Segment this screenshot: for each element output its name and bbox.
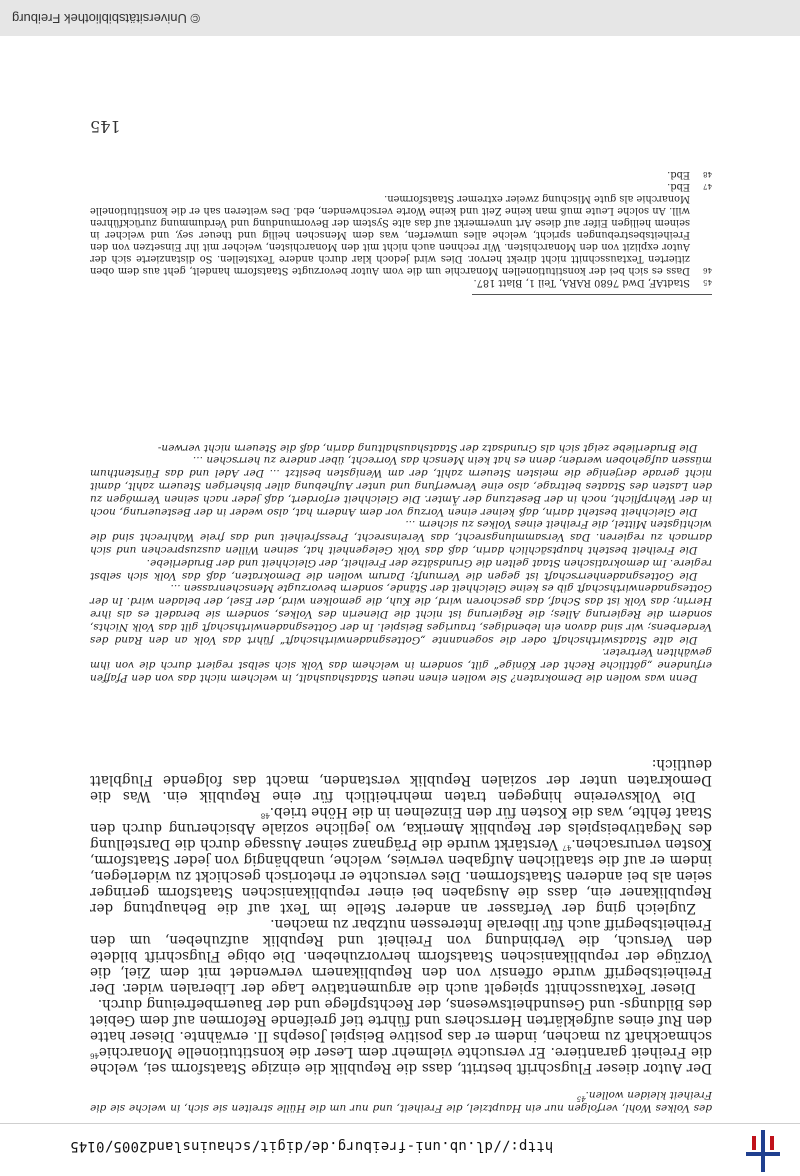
paragraph: Die Volksvereine hingegen traten mehrheitlich für eine Republik ein. Was die Demokraten unter der sozialen Republik verstanden, macht das folgende Flugblatt deutlich: bbox=[90, 756, 712, 804]
copyright-notice: © Universitätsbibliothek Freiburg bbox=[12, 11, 201, 26]
paragraph: Zugleich ging der Verfasser an anderer Stelle im Text auf die Behauptung der Republikaner ein, dass die Ausgaben bei einer republikanischen Staatsform geringer seien als bei anderen Staatsformen. Dies versuchte er rhetorisch geschickt zu widerlegen, indem er auf die staatlichen Aufgaben verwies, welche, unabhängig von jeder Staatsform, Kosten verursachen.$^{47}$ Verstärkt wurde die Prägnanz seiner Aussage durch die Darstellung des Negativbeispiels der Republik Amerika, wo jegliche soziale Absicherung durch den Staat fehlte, was die Kosten für den Einzelnen in die Höhe trieb.$^{48}$ bbox=[90, 804, 712, 916]
block-quote bbox=[90, 441, 712, 684]
source-url[interactable]: http://dl.ub.uni-freiburg.de/digit/schauinsland2005/0145 bbox=[70, 1138, 554, 1154]
continued-quote-text: des Volkes Wohl, verfolgen nur ein Hauptziel, die Freiheit, und nur um die Hülle streiten sie sich, in welche sie die Freiheit kleiden wollen. bbox=[90, 1089, 712, 1114]
paragraph: Der Autor dieser Flugschrift bestritt, dass die Republik die einzige Staatsform sei, welche die Freiheit garantiere. Er versuchte vielmehr dem Leser die konstitutionelle Monarchie$^{46}$ schmackhaft zu machen, indem er das positive Beispiel Josephs II. erwähnte. Dieser hatte den Ruf eines aufgeklärten Herrschers und führte tief greifende Reformen auf dem Gebiet des Bildungs- und Gesundheitswesens, der Rechtspflege und der Bauernbefreiung durch. bbox=[90, 996, 712, 1076]
footnote-ref: 47 bbox=[562, 843, 572, 852]
footnote-divider bbox=[472, 294, 712, 295]
footnote-ref: 48 bbox=[260, 811, 270, 820]
footnote: 46 Dass es sich bei der konstitutionellen Monarchie um die vom Autor bevorzugte Staatsform handelt, geht aus dem oben zitierten Textausschnitt nicht direkt hervor. Dies wird jedoch klar durch andere Textstellen. So distanzierte sich der Autor explizit von den Monarchisten. Wir rechnen auch nicht mit den Monarchisten, welcher mit ihr Einsetzen von den Freiheitsbestrebungen spricht, welche alles umwerfen, was dem Menschen heilig und theuer sey, und welcher in seinem heiligen Eifer auf diese Art unvermerkt auf das alte System der Bevormundung und Verdummung zurückführen will. An solche Leute muß man keine Zeit und keine Worte verschwenden, ebd. Des weiteren sah er die konstitutionelle Monarchie als gute Mischung zweier extremer Staatsformen. bbox=[90, 193, 712, 276]
paragraph: Dieser Textausschnitt spiegelt auch die argumentative Lage der Liberalen wider. Der Freiheitsbegriff wurde offensiv von den Republikanern verwendet mit dem Ziel, die Vorzüge der republikanischen Staatsform hervorzuheben. Die obige Flugschrift bildete den Versuch, die Verbindung von Freiheit und Republik aufzuheben, um den Freiheitsbegriff auch für liberale Interessen nutzbar zu machen. bbox=[90, 916, 712, 996]
footnote: 48 Ebd. bbox=[667, 169, 712, 180]
footnote-ref: 45 bbox=[576, 1094, 586, 1103]
footnote: 47 Ebd. bbox=[667, 181, 712, 192]
quote-paragraph: Die alte Staatswirthschaft oder die sogenannte „Gottesgnadenwirthschaft“ führt das Volk an den Rand des Verderbens; wir sind davon ein lebendiges, trauriges Beispiel. In der Gottesgnadenwirthschaft gilt das Volk Nichts, sondern die Regierung Alles; die Regierung ist nicht die Dienerin des Volkes, sondern sie beradelt es als ihre Herrin; das Volk ist das Schaf, das geschoren wird, die Kuh, die gemolken wird, der Esel, der beladen wird. In der Gottesgnadenwirthschaft gib es keine Gleichheit der Stände, sondern bevorzugte Menschenrassen ... bbox=[90, 582, 712, 646]
quote-paragraph: Die Gleichheit besteht darin, daß keiner einen Vorzug vor dem Andern hat, also weder in der Besteuerung, noch in der Wehrpflicht, noch in der Besetzung der Ämter. Die Gleichheit erfordert, daß jeder nach seinen Vermögen zu den Lasten des Staates beitrage, also eine Verwerfung und unter Aufhebung aller bisherigen Steuern zahlt, damit nicht gerade derjenige die meisten Steuern zahlt, der am Wenigsten besitzt ... Der Adel und das Fürstenthum müssen aufgehoben werden; denn es hat kein Mensch das Vorrecht, über andere zu herrschen ... bbox=[90, 454, 712, 518]
footer-bar bbox=[0, 0, 800, 36]
continued-quote bbox=[90, 1088, 712, 1114]
header-bar bbox=[0, 1123, 800, 1176]
footnote: 45 StadtAF, Dwd 7680 RARA, Teil 1, Blatt 187. bbox=[473, 277, 712, 288]
footnotes bbox=[90, 168, 712, 288]
main-text bbox=[90, 756, 712, 1076]
footnote-ref: 46 bbox=[90, 1051, 99, 1060]
quote-paragraph: Die Freiheit besteht hauptsächlich darin, daß das Volk Gelegenheit hat, seinen Willen auszusprechen und sich darnach zu regieren. Das Versammlungsrecht, das Vereinsrecht, Pressfreiheit und das freie Wahlrecht sind die wichtigsten Mittel, die Freiheit eines Volkes zu sichern ... bbox=[90, 518, 712, 557]
quote-paragraph: Die Bruderliebe zeigt sich als Grundsatz der Staatshaushaltung darin, daß die Steuern nicht verwen- bbox=[157, 441, 698, 454]
quote-paragraph: Die Gottesgnadenherrschaft ist gegen die Vernunft; Darum wollen die Demokraten, daß das Volk sich selbst regiere. Im demokratischen Staat gelten die Grundsätze der Freiheit, der Gleichheit und der Bruderliebe. bbox=[90, 556, 712, 582]
page-number: 145 bbox=[90, 117, 121, 136]
quote-paragraph: Denn was wollen die Demokraten? Sie wollen einen neuen Staatshaushalt, in welchem nicht das von den Pfaffen erfundene „göttliche Recht der Könige“ gilt, sondern in welchem das Volk sich selbst regiert durch die von ihm gewählten Vertreter. bbox=[90, 646, 712, 684]
